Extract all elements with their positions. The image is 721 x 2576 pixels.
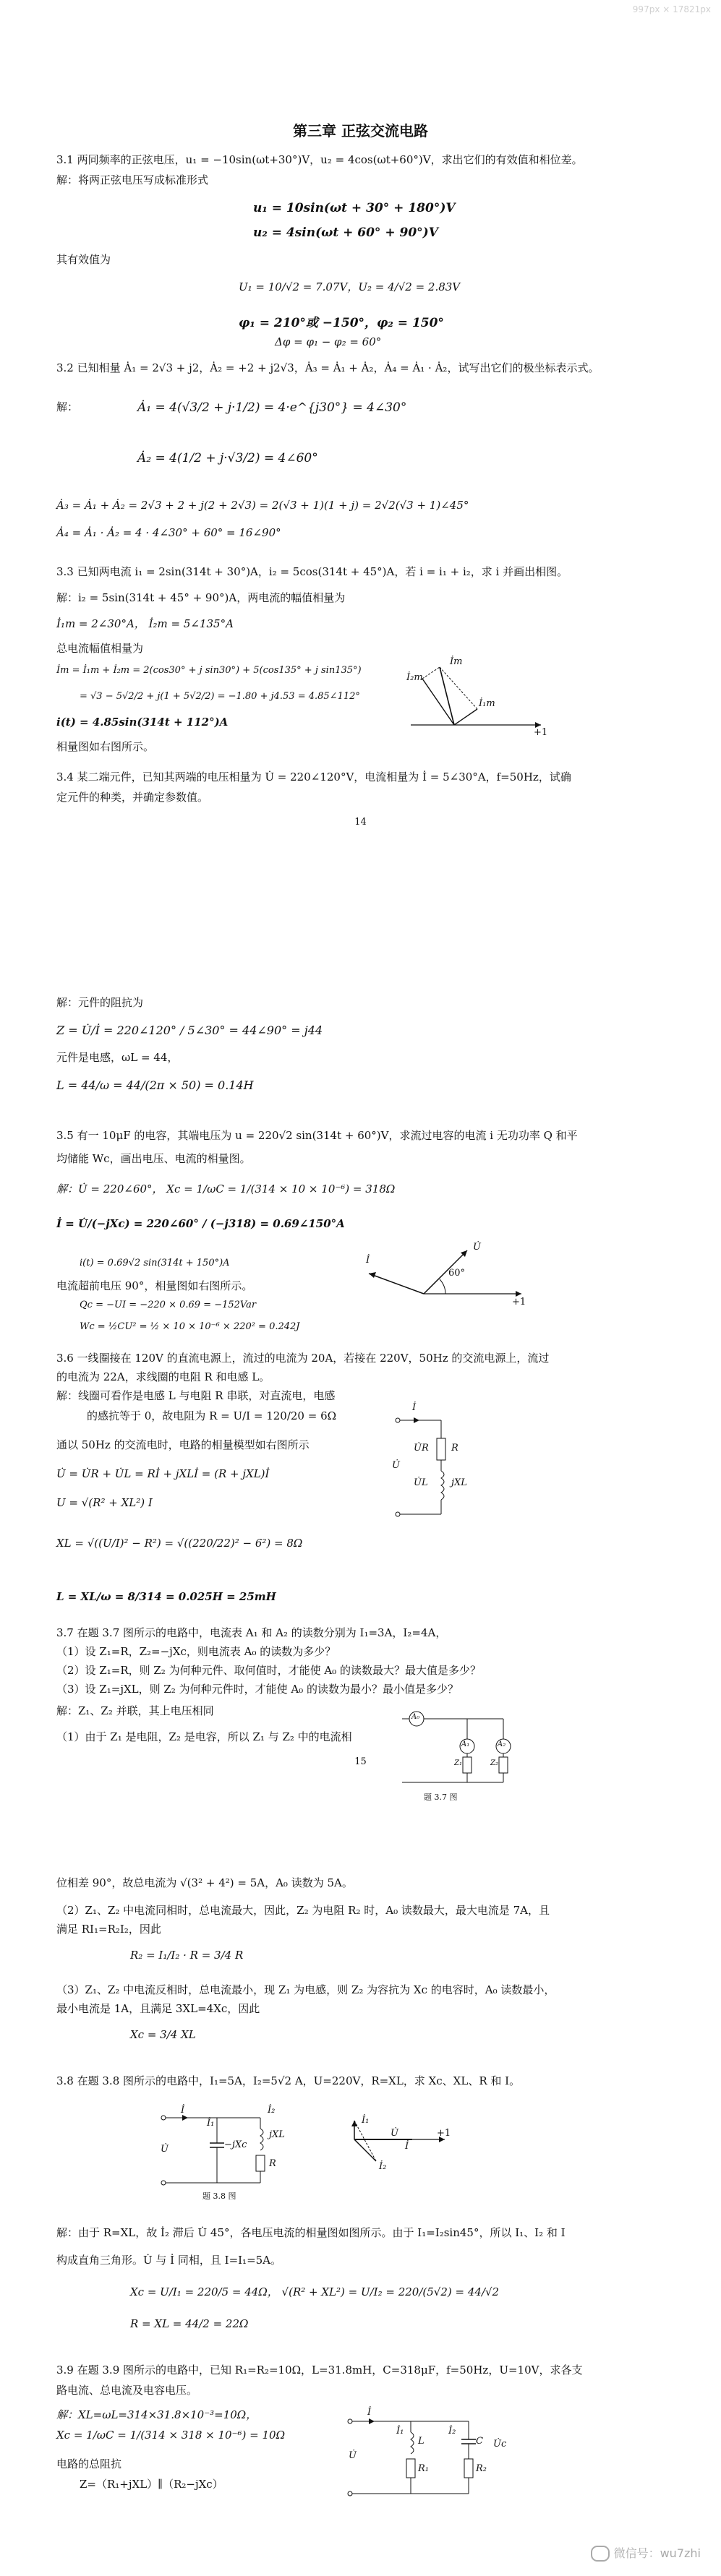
problem-3-1-eq2: u₂ = 4sin(ωt + 60° + 90°)V [253, 226, 438, 240]
problem-3-1-question: 3.1 两同频率的正弦电压，u₁ = −10sin(ωt+30°)V，u₂ = 4cos(ωt+60°)V，求出它们的有效值和相位差。 [56, 153, 583, 166]
problem-3-8-line3: Xc = U/I₁ = 220/5 = 44Ω， √(R² + XL²) = U/I₂ = 220/(5√2) = 44/√2 [130, 2285, 500, 2298]
phasor-angle-label: 60° [448, 1268, 466, 1279]
problem-3-7-question-1: 3.7 在题 3.7 图所示的电路中，电流表 A₁ 和 A₂ 的读数分别为 I₁=3A，I₂=4A， [56, 1626, 447, 1639]
phasor-im-label: İm [450, 656, 463, 667]
circuit-3-9-c-label: C [476, 2436, 483, 2447]
problem-3-7-line5: 满足 RI₁=R₂I₂，因此 [56, 1923, 161, 1936]
problem-3-7-question-3: （2）设 Z₁=R，则 Z₂ 为何种元件、取何值时，才能使 A₀ 的读数最大？最大值是多少？ [56, 1664, 481, 1677]
phasor-3-8-i1-label: İ₁ [362, 2115, 370, 2126]
problem-3-6-question-1: 3.6 一线圈接在 120V 的直流电源上，流过的电流为 20A，若接在 220V，50Hz 的交流电源上，流过 [56, 1352, 550, 1365]
circuit-3-8-i1-label: İ₁ [207, 2118, 215, 2129]
problem-3-8-question: 3.8 在题 3.8 图所示的电路中，I₁=5A，I₂=5√2 A，U=220V，R=XL，求 Xc、XL、R 和 I。 [56, 2074, 521, 2087]
problem-3-7-line9: Xc = 3/4 XL [130, 2028, 196, 2041]
problem-3-8-line2: 构成直角三角形。U̇ 与 İ 同相，且 I=I₁=5A。 [56, 2254, 282, 2267]
problem-3-7-question-2: （1）设 Z₁=R，Z₂=−jXc，则电流表 A₀ 的读数为多少？ [56, 1645, 336, 1658]
problem-3-6-line4: U̇ = U̇R + U̇L = Rİ + jXLİ = (R + jXL)İ [56, 1467, 270, 1480]
problem-3-7-question-4: （3）设 Z₁=jXL，则 Z₂ 为何种元件时，才能使 A₀ 的读数为最小？最小值是多少？ [56, 1683, 458, 1696]
page-number-15: 15 [354, 1756, 367, 1767]
phasor-3-8-axis-label: +1 [437, 2128, 451, 2139]
problem-3-1-eq4: φ₁ = 210°或 −150°，φ₂ = 150° [239, 316, 444, 330]
problem-3-3-line1: 解：i₂ = 5sin(314t + 45° + 90°)A，两电流的幅值相量为 [56, 591, 346, 604]
problem-3-1-eq3: U₁ = 10/√2 = 7.07V，U₂ = 4/√2 = 2.83V [239, 280, 461, 293]
problem-3-5-line1: 解：U̇ = 220∠60°， Xc = 1/ωC = 1/(314 × 10 × 10⁻⁶) = 318Ω [56, 1182, 396, 1195]
problem-3-1-eq5: Δφ = φ₁ − φ₂ = 60° [275, 335, 382, 348]
circuit-3-9-r2-label: R₂ [476, 2463, 487, 2474]
problem-3-1-eq1: u₁ = 10sin(ωt + 30° + 180°)V [253, 201, 456, 215]
problem-3-6-line1: 解：线圈可看作是电感 L 与电阻 R 串联，对直流电，电感 [56, 1389, 336, 1402]
circuit-3-8-r-label: R [269, 2158, 276, 2169]
problem-3-2-eq2: Ȧ₂ = 4(1/2 + j·√3/2) = 4∠60° [137, 451, 318, 465]
problem-3-2-eq4: Ȧ₄ = Ȧ₁ · Ȧ₂ = 4 · 4∠30° + 60° = 16∠90° [56, 526, 281, 539]
circuit-3-8-i2-label: İ₂ [268, 2105, 276, 2116]
phasor-3-8-i-label: İ [405, 2141, 409, 2152]
problem-3-2-question: 3.2 已知相量 Ȧ₁ = 2√3 + j2，Ȧ₂ = +2 + j2√3，Ȧ₃ = Ȧ₁ + Ȧ₂，Ȧ₄ = Ȧ₁ · Ȧ₂，试写出它们的极坐标表示式。 [56, 361, 600, 374]
circuit-3-9-u-label: U̇ [349, 2450, 357, 2461]
problem-3-6-line2: 的感抗等于 0，故电阻为 R = U/I = 120/20 = 6Ω [87, 1409, 337, 1422]
problem-3-3-line7: 相量图如右图所示。 [56, 740, 155, 753]
problem-3-5-phasor-diagram [359, 1243, 525, 1308]
problem-3-1-effective-label: 其有效值为 [56, 253, 111, 266]
circuit-3-9-l-label: L [418, 2436, 425, 2447]
phasor-3-8-u-label: U̇ [391, 2128, 398, 2139]
problem-3-8-line4: R = XL = 44/2 = 22Ω [130, 2317, 249, 2330]
phasor-3-8-i2-label: İ₂ [379, 2161, 387, 2172]
problem-3-7-line4: （2）Z₁、Z₂ 中电流同相时，总电流最大，因此，Z₂ 为电阻 R₂ 时，A₀ 读数最大，最大电流是 7A，且 [56, 1904, 550, 1917]
impedance-z2-label: Z₂ [490, 1759, 498, 1767]
phasor-axis-label: +1 [534, 727, 548, 738]
watermark-text: 微信号：wu7zhi [613, 2546, 701, 2560]
figure-3-8-caption: 题 3.8 图 [202, 2191, 236, 2201]
circuit-3-6-u-label: U̇ [392, 1460, 400, 1471]
problem-3-5-line4: 电流超前电压 90°，相量图如右图所示。 [56, 1279, 253, 1292]
problem-3-7-line6: R₂ = I₁/I₂ · R = 3/4 R [130, 1949, 244, 1962]
circuit-3-6-ul-label: U̇L [414, 1477, 428, 1488]
ammeter-a0-label: A₀ [411, 1713, 420, 1721]
circuit-3-6-ur-label: U̇R [414, 1443, 429, 1454]
phasor-axis-label-2: +1 [512, 1297, 526, 1308]
circuit-3-9-r1-label: R₁ [418, 2463, 429, 2474]
phasor-i1m-label: İ₁m [479, 698, 495, 709]
wechat-icon [591, 2546, 610, 2562]
circuit-3-9-i-label: İ [367, 2407, 372, 2418]
circuit-3-9-uc-label: U̇c [493, 2439, 507, 2450]
problem-3-3-phasor-diagram [396, 654, 548, 741]
circuit-3-8-u-label: U̇ [161, 2144, 168, 2155]
wechat-watermark [591, 2544, 701, 2562]
problem-3-9-line3: 电路的总阻抗 [56, 2457, 122, 2470]
problem-3-6-question-2: 的电流为 22A，求线圈的电阻 R 和电感 L。 [56, 1370, 270, 1383]
circuit-3-6-current-label: İ [412, 1402, 417, 1413]
problem-3-7-line7: （3）Z₁、Z₂ 中电流反相时，总电流最小，现 Z₁ 为电感，则 Z₂ 为容抗为 Xc 的电容时，A₀ 读数最小， [56, 1983, 555, 1996]
problem-3-9-question-1: 3.9 在题 3.9 图所示的电路中，已知 R₁=R₂=10Ω，L=31.8mH，C=318μF，f=50Hz，U=10V，求各支 [56, 2364, 583, 2377]
problem-3-5-line6: Wc = ½CU² = ½ × 10 × 10⁻⁶ × 220² = 0.242J [80, 1321, 300, 1332]
phasor-i-label: İ [366, 1255, 370, 1266]
problem-3-5-line5: Qc = −UI = −220 × 0.69 = −152Var [80, 1300, 257, 1310]
problem-3-7-line1: 解：Z₁、Z₂ 并联，其上电压相同 [56, 1704, 214, 1717]
circuit-3-6-r-label: R [451, 1443, 458, 1454]
ammeter-a1-label: A₁ [461, 1740, 470, 1748]
chapter-title: 第三章 正弦交流电路 [293, 122, 428, 139]
problem-3-8-line1: 解：由于 R=XL，故 İ₂ 滞后 U̇ 45°，各电压电流的相量图如图所示。由于 I₁=I₂sin45°，所以 I₁、I₂ 和 I [56, 2226, 566, 2239]
impedance-z1-label: Z₁ [454, 1759, 462, 1767]
ammeter-a2-label: A₂ [498, 1740, 506, 1748]
problem-3-3-line5: = √3 − 5√2/2 + j(1 + 5√2/2) = −1.80 + j4.53 = 4.85∠112° [80, 691, 360, 702]
circuit-3-9-i2-label: İ₂ [448, 2426, 456, 2437]
problem-3-9-line4: Z=（R₁+jXL）∥（R₂−jXc） [80, 2478, 223, 2491]
problem-3-9-circuit [346, 2407, 490, 2501]
problem-3-5-line3: i(t) = 0.69√2 sin(314t + 150°)A [80, 1258, 230, 1268]
problem-3-5-question-2: 均储能 Wc，画出电压、电流的相量图。 [56, 1152, 251, 1165]
problem-3-6-circuit [391, 1413, 492, 1521]
problem-3-9-line1: 解：XL=ωL=314×31.8×10⁻³=10Ω， [56, 2408, 257, 2421]
problem-3-2-eq3: Ȧ₃ = Ȧ₁ + Ȧ₂ = 2√3 + 2 + j(2 + 2√3) = 2(√3 + 1)(1 + j) = 2√2(√3 + 1)∠45° [56, 499, 469, 512]
problem-3-7-line8: 最小电流是 1A，且满足 3XL=4Xc，因此 [56, 2002, 260, 2015]
problem-3-2-eq1: Ȧ₁ = 4(√3/2 + j·1/2) = 4·e^{j30°} = 4∠30° [137, 400, 407, 415]
problem-3-8-circuit [159, 2111, 282, 2190]
problem-3-4-line3: 元件是电感，ωL = 44， [56, 1051, 179, 1064]
problem-3-5-question-1: 3.5 有一 10μF 的电容，其端电压为 u = 220√2 sin(314t + 60°)V，求流过电容的电流 i 无功功率 Q 和平 [56, 1129, 578, 1142]
circuit-3-9-i1-label: İ₁ [396, 2426, 404, 2437]
problem-3-9-line2: Xc = 1/ωC = 1/(314 × 318 × 10⁻⁶) = 10Ω [56, 2429, 286, 2442]
problem-3-6-line7: L = XL/ω = 8/314 = 0.025H = 25mH [56, 1590, 276, 1603]
problem-3-4-question-2: 定元件的种类，并确定参数值。 [56, 791, 209, 804]
circuit-3-8-xl-label: jXL [269, 2129, 285, 2140]
problem-3-6-line3: 通以 50Hz 的交流电时，电路的相量模型如右图所示 [56, 1438, 310, 1451]
problem-3-3-question: 3.3 已知两电流 i₁ = 2sin(314t + 30°)A，i₂ = 5cos(314t + 45°)A，若 i = i₁ + i₂，求 i 并画出相图。 [56, 565, 568, 578]
problem-3-7-circuit [402, 1710, 518, 1790]
phasor-i2m-label: İ₂m [406, 672, 423, 683]
problem-3-4-line2: Z = U̇/İ = 220∠120° / 5∠30° = 44∠90° = j44 [56, 1023, 323, 1037]
problem-3-6-line5: U = √(R² + XL²) I [56, 1496, 153, 1509]
circuit-3-6-xl-label: jXL [451, 1477, 467, 1488]
problem-3-1-intro: 解：将两正弦电压写成标准形式 [56, 173, 209, 186]
problem-3-4-line1: 解：元件的阻抗为 [56, 996, 144, 1009]
problem-3-3-line2: İ₁m = 2∠30°A， İ₂m = 5∠135°A [56, 617, 234, 630]
problem-3-4-line4: L = 44/ω = 44/(2π × 50) = 0.14H [56, 1078, 254, 1092]
problem-3-2-jie: 解： [56, 400, 79, 413]
problem-3-7-line3: 位相差 90°，故总电流为 √(3² + 4²) = 5A，A₀ 读数为 5A。 [56, 1876, 353, 1889]
page-number-14: 14 [354, 817, 367, 828]
canvas-size-label: 997px × 17821px [632, 4, 711, 14]
figure-3-7-caption: 题 3.7 图 [424, 1793, 458, 1802]
circuit-3-8-i-label: İ [181, 2105, 185, 2116]
problem-3-3-line3: 总电流幅值相量为 [56, 642, 144, 655]
phasor-u-label: U̇ [473, 1242, 481, 1253]
problem-3-9-question-2: 路电流、总电流及电容电压。 [56, 2384, 198, 2397]
circuit-3-8-xc-label: −jXc [224, 2139, 247, 2150]
problem-3-3-line6: i(t) = 4.85sin(314t + 112°)A [56, 716, 229, 729]
problem-3-3-line4: İm = İ₁m + İ₂m = 2(cos30° + j sin30°) + 5(cos135° + j sin135°) [56, 665, 362, 676]
problem-3-4-question-1: 3.4 某二端元件，已知其两端的电压相量为 U̇ = 220∠120°V，电流相量为 İ = 5∠30°A，f=50Hz，试确 [56, 770, 571, 783]
problem-3-7-line2: （1）由于 Z₁ 是电阻，Z₂ 是电容，所以 Z₁ 与 Z₂ 中的电流相 [56, 1730, 352, 1743]
problem-3-5-line2: İ = U̇/(−jXc) = 220∠60° / (−j318) = 0.69∠150°A [56, 1217, 345, 1230]
problem-3-6-line6: XL = √((U/I)² − R²) = √((220/22)² − 6²) = 8Ω [56, 1537, 303, 1550]
